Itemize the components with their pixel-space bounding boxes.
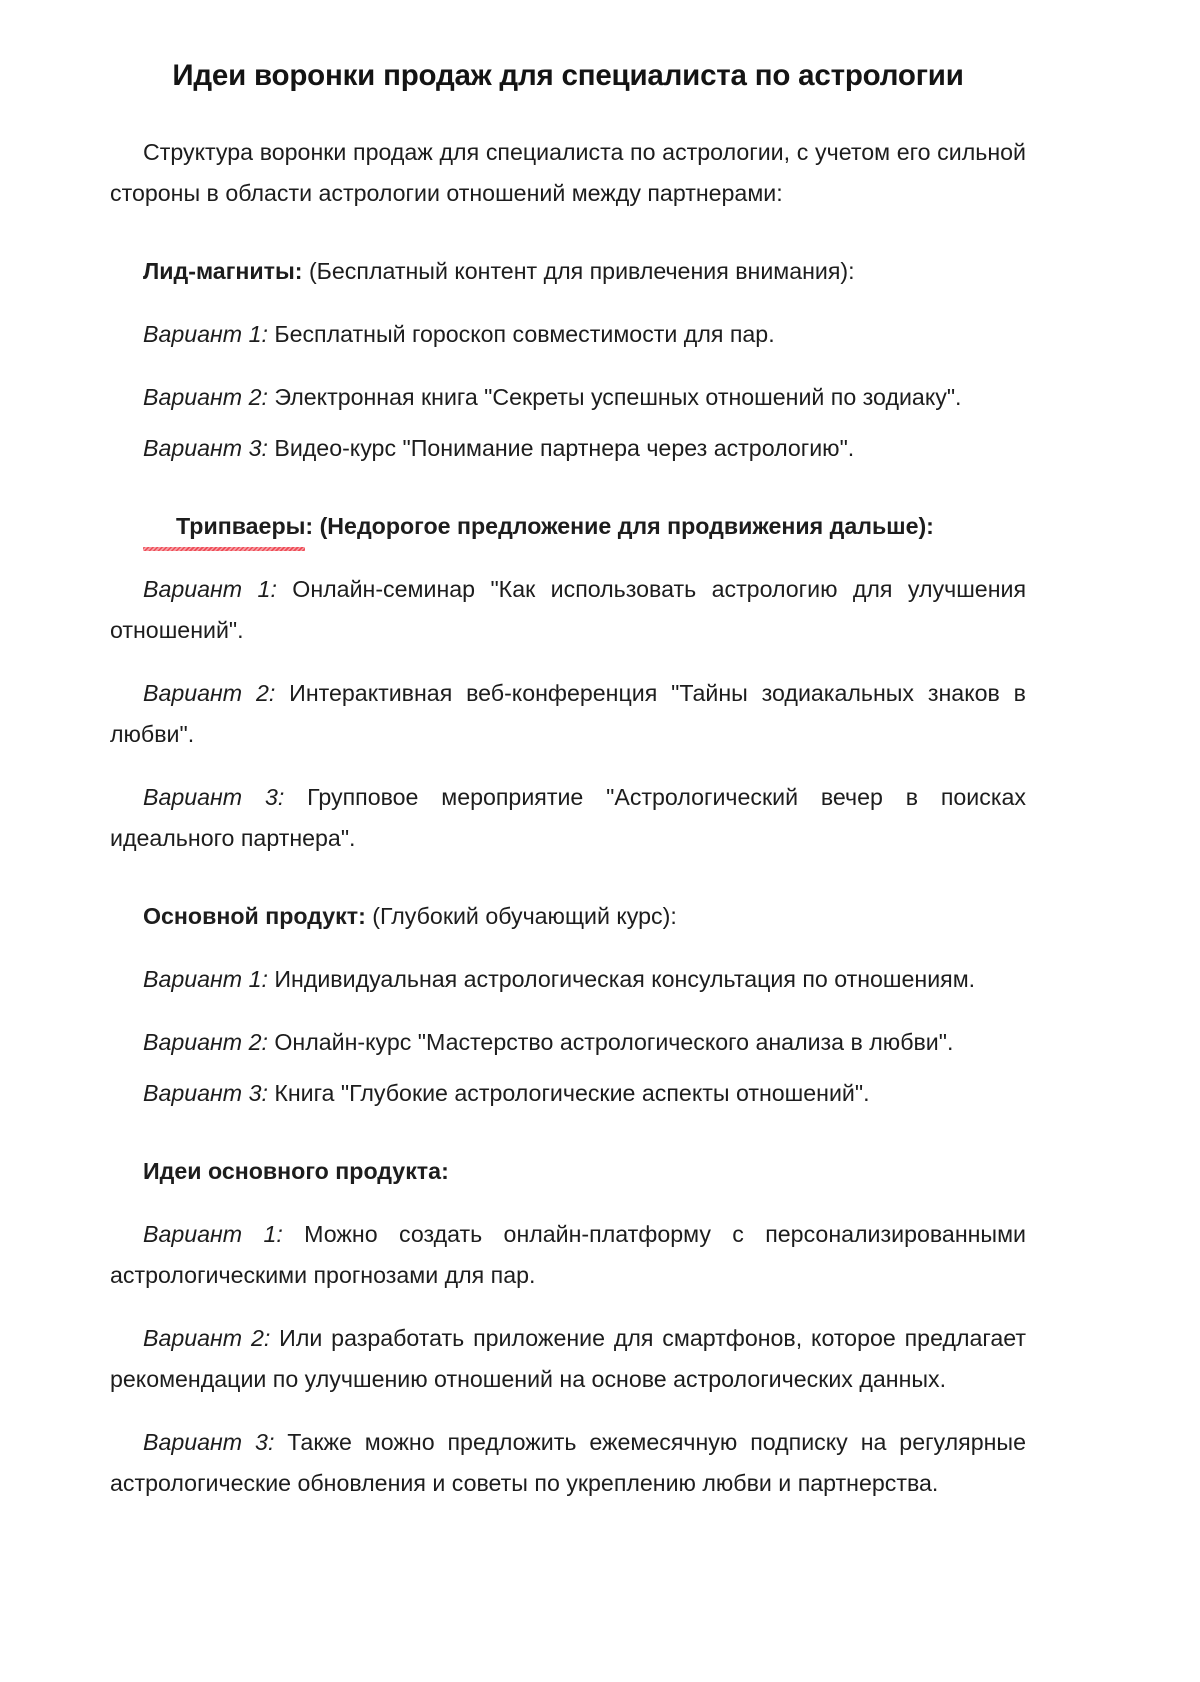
variant-text: Также можно предложить ежемесячную подписку на регулярные астрологические обновления и советы по укреплению любви и партнерства.	[110, 1428, 1026, 1496]
variant-label: Вариант 1:	[143, 320, 268, 347]
section-heading	[110, 251, 1026, 292]
variant-label: Вариант 3:	[143, 1079, 268, 1106]
variant-label: Вариант 2:	[143, 1028, 268, 1055]
section-lead-note: (Бесплатный контент для привлечения внимания):	[302, 257, 855, 284]
variant-text: Книга "Глубокие астрологические аспекты отношений".	[267, 1079, 870, 1106]
section-lead-note: : (Недорогое предложение для продвижения дальше):	[305, 512, 934, 539]
variant-label: Вариант 2:	[143, 383, 268, 410]
variant-text: Бесплатный гороскоп совместимости для пар.	[267, 320, 775, 347]
variant-label: Вариант 2:	[143, 1324, 271, 1351]
variant-text: Видео-курс "Понимание партнера через астрологию".	[267, 434, 855, 461]
list-item	[110, 569, 1026, 651]
variant-label: Вариант 2:	[143, 679, 276, 706]
section-heading	[110, 506, 1026, 547]
variant-label: Вариант 3:	[143, 783, 285, 810]
section-lead-label: Трипваеры	[143, 506, 305, 547]
variant-label: Вариант 1:	[143, 575, 277, 602]
list-item	[110, 1073, 1026, 1114]
list-item	[110, 1422, 1026, 1504]
section-lead-label: Основной продукт:	[143, 902, 366, 929]
list-item	[110, 959, 1026, 1000]
list-item	[110, 428, 1026, 469]
section-heading	[110, 896, 1026, 937]
section-heading	[110, 1151, 1026, 1192]
variant-text: Индивидуальная астрологическая консультация по отношениям.	[267, 965, 976, 992]
variant-text: Онлайн-курс "Мастерство астрологического анализа в любви".	[267, 1028, 954, 1055]
list-item	[110, 1318, 1026, 1400]
variant-label: Вариант 3:	[143, 434, 268, 461]
variant-label: Вариант 1:	[143, 1220, 283, 1247]
variant-text: Групповое мероприятие "Астрологический вечер в поисках идеального партнера".	[110, 783, 1026, 851]
list-item	[110, 314, 1026, 355]
variant-text: Интерактивная веб-конференция "Тайны зодиакальных знаков в любви".	[110, 679, 1026, 747]
list-item	[110, 1214, 1026, 1296]
list-item	[110, 377, 1026, 418]
section-lead-label: Лид-магниты:	[143, 257, 303, 284]
variant-text: Или разработать приложение для смартфонов, которое предлагает рекомендации по улучшению отношений на основе астрологических данных.	[110, 1324, 1027, 1392]
list-item	[110, 1022, 1026, 1063]
section-lead-label: Идеи основного продукта:	[143, 1157, 449, 1184]
list-item	[110, 777, 1026, 859]
list-item	[110, 673, 1026, 755]
variant-text: Электронная книга "Секреты успешных отношений по зодиаку".	[267, 383, 962, 410]
variant-label: Вариант 1:	[143, 965, 268, 992]
document-body	[110, 0, 1026, 1504]
intro-paragraph: Структура воронки продаж для специалиста по астрологии, с учетом его сильной стороны в области астрологии отношений между партнерами:	[110, 138, 1026, 206]
variant-text: Онлайн-семинар "Как использовать астрологию для улучшения отношений".	[110, 575, 1027, 643]
variant-label: Вариант 3:	[143, 1428, 275, 1455]
variant-text: Можно создать онлайн-платформу с персонализированными астрологическими прогнозами для пар.	[110, 1220, 1026, 1288]
page-title: Идеи воронки продаж для специалиста по астрологии	[172, 59, 964, 92]
section-lead-note: (Глубокий обучающий курс):	[365, 902, 677, 929]
